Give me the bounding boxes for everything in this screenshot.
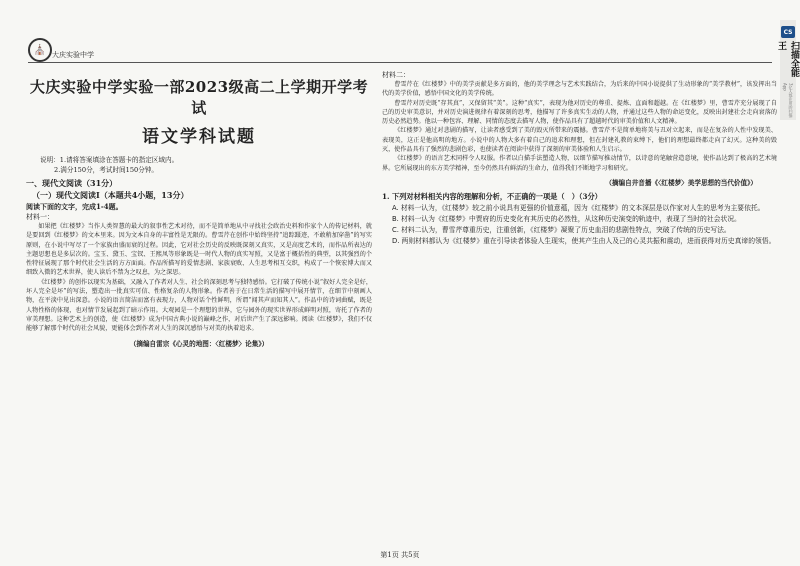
header-divider <box>28 62 772 63</box>
school-name: 大庆实验中学 <box>52 51 94 59</box>
passage-source: （摘编自雷宗《心灵的地图：〈红楼梦〉论集》） <box>129 339 269 348</box>
passage-paragraph: 如果把《红楼梦》当作人类智慧的最大的叙事性艺术对待，而不是简单地从中寻找社会政治史料和作家个人的传记材料，就是要回到《红楼梦》的文本里来。因为文本自身的丰富性是无限的。曹雪芹在创作中始终坚持“追踪蹑迹，不敢稍加穿凿”的写实原则，在小说中写尽了一个家族由盛而衰的过程。因此，它对社会历史的反映既深刻又真实，又是高度艺术的，而作品所表达的主题思想也是多层次的。宝玉、黛玉、宝钗、王熙凤等形象既是一时代人物的真实写照，又是富于概括性的典型，以其强烈的个性特征展现了那个时代社会生活的方方面面。作品所描写的爱情悲剧、家族衰败、人生思考相互交织，构成了一个恢宏博大而又细致入微的艺术世界，使人读后不禁为之叹息，为之深思。 <box>26 223 372 277</box>
passage-paragraph: 《红楼梦》的创作以现实为基础，又融入了作者对人生、社会的深刻思考与独特感悟。它打破了传统小说“叙好人完全是好，坏人完全是坏”的写法，塑造出一批真实可信、性格复杂的人物形象。作者善于在日常生活的描写中展开情节，在细节中刻画人物，在平淡中见出深意。小说的语言简洁而富有表现力，人物对话个性鲜明，所谓“闻其声而知其人”。作品中的诗词曲赋，既是人物性格的体现，也对情节发展起到了暗示作用。大观园是一个理想的世界，它与园外的现实世界形成鲜明对照，寄托了作者的审美理想。这种艺术上的创造，使《红楼梦》成为中国古典小说的巅峰之作，对后世产生了深远影响。阅读《红楼梦》，我们不仅能够了解那个时代的社会风貌，更能体会到作者对人生的深沉感悟与对美的执着追求。 <box>26 278 372 333</box>
passage-paragraph: 曹雪芹在《红楼梦》中的美学贡献是多方面的，他的美学理念与艺术实践结合，为后来的中国小说提供了生动形象的“美学教材”，该发挥出当代的美学价值，感悟中国文化的美学传统。 <box>382 81 777 98</box>
passage-source: （摘编自井音播《〈红楼梦〉美学思想的当代价值》） <box>605 178 757 187</box>
passage-paragraph: 《红楼梦》通过对悲剧的描写，让读者感受到了美的毁灭所带来的震撼。曹雪芹不是简单地将美与丑对立起来，而是在复杂的人性中发现美、表现美，这正是他高明的地方。小说中的人物大多有着自己的追求和理想，但在封建礼教的束缚下，他们的理想最终都走向了幻灭。这种美的毁灭，使作品具有了强烈的悲剧色彩，也使读者在阅读中获得了深刻的审美体验和人生启示。 <box>382 127 777 154</box>
exam-title: 大庆实验中学实验一部2023级高二上学期开学考试 <box>29 78 369 117</box>
note-line-1: 说明：1.请将答案填涂在答题卡的指定区域内。 <box>40 156 179 164</box>
left-column <box>26 70 372 566</box>
option-d: D. 两则材料都认为《红楼梦》重在引导读者体验人生现实，使其产生由人及己的心灵共振和震动，进而获得对历史真谛的领悟。 <box>392 236 776 245</box>
section-heading: 一、现代文阅读（31分） <box>26 178 118 188</box>
scanner-subtitle: 3亿人都在用的扫描App <box>782 82 794 118</box>
school-logo: ⛪ <box>28 38 52 62</box>
right-column <box>382 70 777 566</box>
scanner-watermark <box>776 20 799 120</box>
option-b: B. 材料一认为《红楼梦》中贾府的历史变化有其历史的必然性，从这种历史演变的轨迹中，表现了当时的社会状况。 <box>392 214 741 223</box>
question-1: 1. 下列对材料相关内容的理解和分析，不正确的一项是（ ）（3分） <box>382 191 602 201</box>
passage-paragraph: 曹雪芹对历史既“存其真”，又保留其“美”。这种“真实”，表现为他对历史的尊重、提炼、直面和超越。在《红楼梦》里，曹雪芹充分展现了自己的历史审美意识，并对历史演进规律有着深刻的思考，他描写了许多真实生动的人物，并通过这些人物的命运变化，反映出封建社会走向衰落的历史必然趋势。他以一种包容、理解、同情的态度去描写人物，使作品具有了超越时代的审美价值和人文精神。 <box>382 99 777 126</box>
scanner-logo-icon: CS <box>781 26 795 38</box>
option-a: A. 材料一认为，《红楼梦》较之前小说具有更强的价值意蕴，因为《红楼梦》的文本深层是以作家对人生的思考为主要依托。 <box>392 203 765 212</box>
note-line-2: 2.满分150分，考试时间150分钟。 <box>54 166 158 174</box>
passage-paragraph: 《红楼梦》的语言艺术同样令人叹服。作者以白描手法塑造人物，以细节描写推动情节，以诗意的笔触营造意境，使作品达到了极高的艺术境界。它所展现出的东方美学精神，至今仍然具有鲜活的生命力，值得我们不断地学习和研究。 <box>382 155 777 172</box>
option-c: C. 材料二认为，曹雪芹尊重历史，注重创新，《红楼梦》凝聚了历史血泪的悲剧性特点，突破了传统的历史写法。 <box>392 225 731 234</box>
subject-title: 语文学科试题 <box>142 127 256 147</box>
reading-instruction: 阅读下面的文字，完成1-4题。 <box>26 202 123 211</box>
page-number: 第1页 共5页 <box>380 551 420 559</box>
subsection-heading: （一）现代文阅读Ⅰ（本题共4小题，13分） <box>32 190 189 200</box>
scanner-title: 扫描全能王 <box>776 41 799 78</box>
material-label: 材料一： <box>26 213 54 221</box>
material-label: 材料二： <box>382 71 410 79</box>
